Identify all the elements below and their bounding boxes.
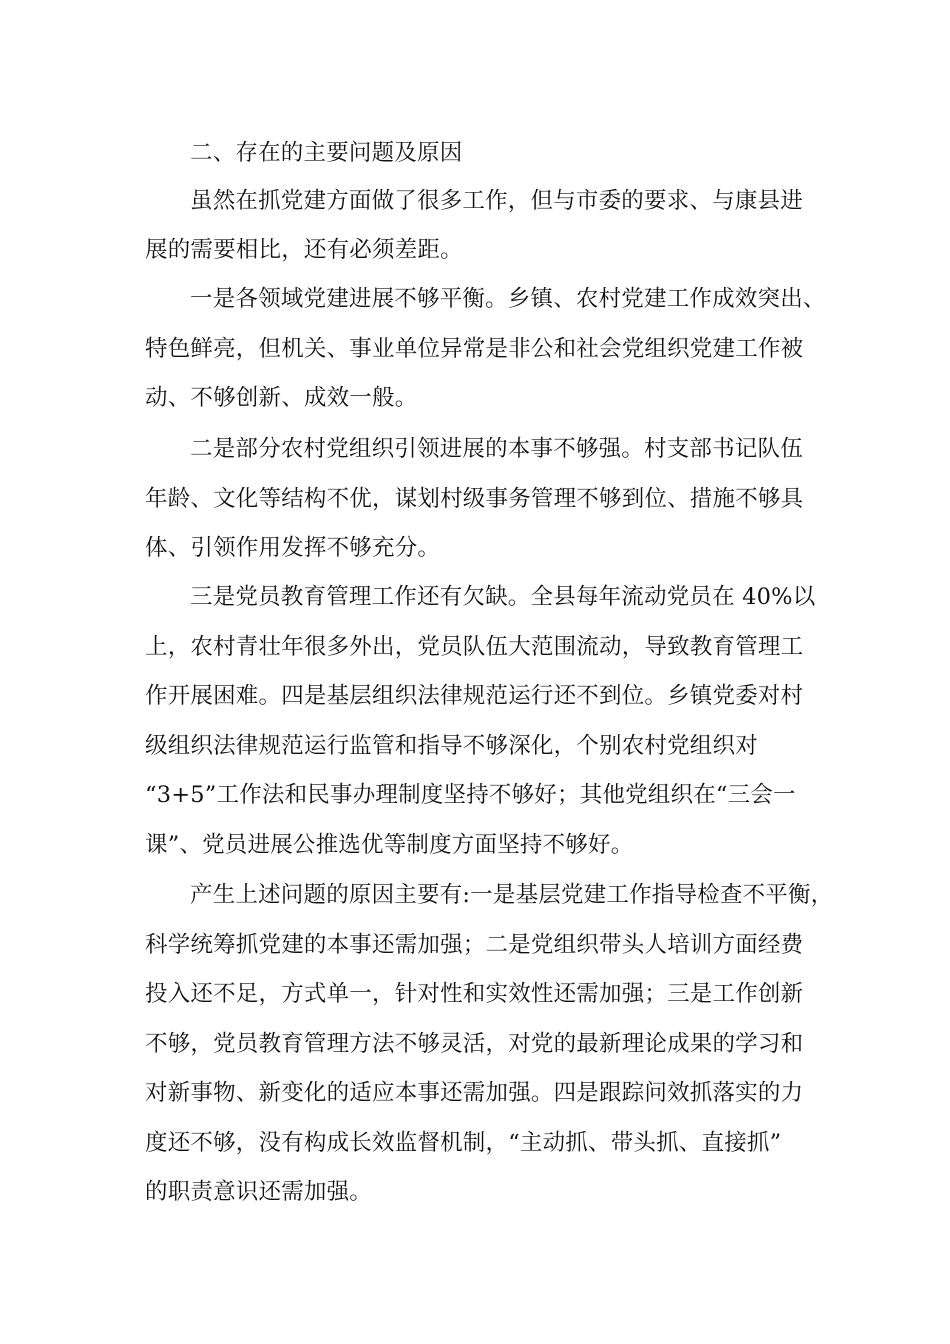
paragraph-line: 级组织法律规范运行监管和指导不够深化，个别农村党组织对: [145, 733, 758, 759]
paragraph-line: 科学统筹抓党建的本事还需加强；二是党组织带头人培训方面经费: [145, 932, 804, 958]
paragraph-line: 对新事物、新变化的适应本事还需加强。四是跟踪问效抓落实的力: [145, 1080, 804, 1106]
paragraph-line: 二是部分农村党组织引领进展的本事不够强。村支部书记队伍: [190, 436, 803, 462]
paragraph-line: 年龄、文化等结构不优，谋划村级事务管理不够到位、措施不够具: [145, 486, 804, 512]
paragraph-line: 一是各领域党建进展不够平衡。乡镇、农村党建工作成效突出、: [190, 286, 826, 312]
paragraph-line: 的职责意识还需加强。: [145, 1179, 373, 1205]
paragraph-line: 体、引领作用发挥不够充分。: [145, 535, 441, 561]
paragraph-line: 上，农村青壮年很多外出，党员队伍大范围流动，导致教育管理工: [145, 634, 804, 660]
paragraph-line: 产生上述问题的原因主要有:一是基层党建工作指导检查不平衡，: [190, 882, 834, 908]
paragraph-line: 投入还不足，方式单一，针对性和实效性还需加强；三是工作创新: [145, 981, 804, 1007]
paragraph-line: 作开展困难。四是基层组织法律规范运行还不到位。乡镇党委对村: [145, 683, 804, 709]
paragraph-line: 课”、党员进展公推选优等制度方面坚持不够好。: [145, 832, 634, 858]
paragraph-line: 动、不够创新、成效一般。: [145, 385, 418, 411]
paragraph-line: “3+5”工作法和民事办理制度坚持不够好；其他党组织在“三会一: [145, 782, 796, 808]
paragraph-line: 不够，党员教育管理方法不够灵活，对党的最新理论成果的学习和: [145, 1031, 804, 1057]
paragraph-line: 特色鲜亮，但机关、事业单位异常是非公和社会党组织党建工作被: [145, 336, 804, 362]
paragraph-line: 三是党员教育管理工作还有欠缺。全县每年流动党员在 40%以: [190, 584, 816, 610]
paragraph-line: 虽然在抓党建方面做了很多工作，但与市委的要求、与康县进: [190, 188, 803, 214]
paragraph-line: 度还不够，没有构成长效监督机制，“主动抓、带头抓、直接抓”: [145, 1130, 782, 1156]
section-heading: 二、存在的主要问题及原因: [190, 140, 463, 166]
paragraph-line: 展的需要相比，还有必须差距。: [145, 237, 463, 263]
